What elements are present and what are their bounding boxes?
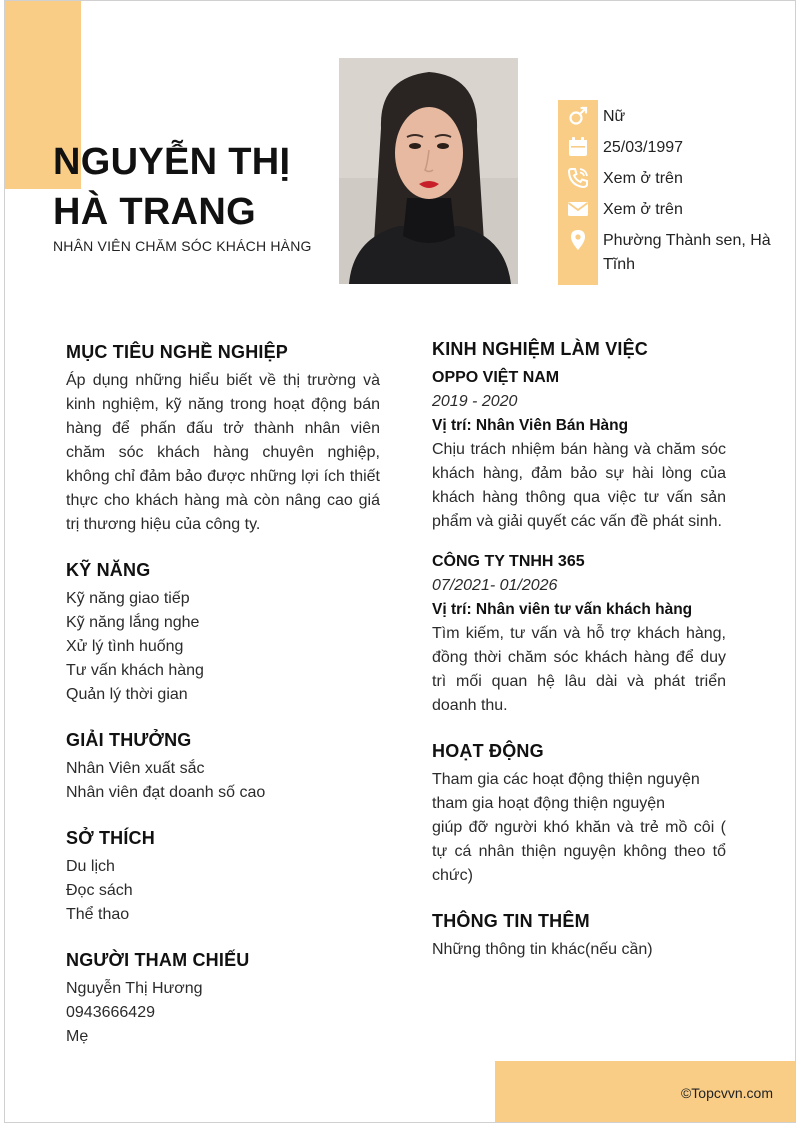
extra-section	[432, 908, 726, 962]
objective-title: MỤC TIÊU NGHỀ NGHIỆP	[66, 342, 289, 362]
name-line-1: NGUYỄN THỊ	[53, 141, 291, 183]
contact-phone: Xem ở trên	[603, 170, 683, 187]
objective-section	[66, 339, 380, 537]
contact-birthdate: 25/03/1997	[603, 139, 684, 156]
experience-title: KINH NGHIỆM LÀM VIỆC	[432, 339, 649, 359]
job-company: CÔNG TY TNHH 365	[432, 553, 585, 570]
hobby-item: Đọc sách	[66, 882, 133, 899]
award-item: Nhân Viên xuất sắc	[66, 760, 205, 777]
location-icon	[563, 226, 593, 254]
extra-text: Những thông tin khác(nếu cần)	[432, 941, 653, 958]
contact-email: Xem ở trên	[603, 201, 683, 218]
reference-name: Nguyễn Thị Hương	[66, 980, 203, 997]
contact-gender: Nữ	[603, 108, 626, 125]
objective-text: Áp dụng những hiểu biết về thị trường và kinh nghiệm, kỹ năng trong hoạt động bán hàng để phấn đấu trở thành nhân viên chăm sóc khách hàng chuyên nghiệp, không chỉ đảm bảo được những lợi ích thiết thực cho khách hàng mà còn nâng cao giá trị thương hiệu của công ty.	[66, 372, 380, 533]
job-period: 2019 - 2020	[432, 393, 518, 410]
skills-section	[66, 557, 380, 707]
activity-line: tham gia hoạt động thiện nguyện	[432, 795, 666, 812]
profile-photo	[339, 58, 518, 284]
skill-item: Kỹ năng lắng nghe	[66, 614, 200, 631]
calendar-icon	[563, 133, 593, 161]
phone-icon	[563, 164, 593, 192]
hobbies-title: SỞ THÍCH	[66, 828, 155, 848]
skill-item: Kỹ năng giao tiếp	[66, 590, 190, 607]
reference-phone: 0943666429	[66, 1004, 155, 1021]
skill-item: Quản lý thời gian	[66, 686, 188, 703]
awards-title: GIẢI THƯỞNG	[66, 730, 192, 750]
hobby-item: Thể thao	[66, 906, 130, 923]
activities-section	[432, 738, 726, 888]
extra-title: THÔNG TIN THÊM	[432, 911, 590, 931]
job-title: NHÂN VIÊN CHĂM SÓC KHÁCH HÀNG	[53, 238, 312, 254]
award-item: Nhân viên đạt doanh số cao	[66, 784, 266, 801]
job-entry	[432, 366, 726, 534]
awards-section	[66, 727, 380, 805]
skill-item: Tư vấn khách hàng	[66, 662, 204, 679]
reference-title: NGƯỜI THAM CHIẾU	[66, 950, 250, 970]
gender-icon	[563, 102, 593, 130]
name-line-2: HÀ TRANG	[53, 191, 256, 233]
portrait-illustration	[339, 58, 518, 284]
job-entry	[432, 550, 726, 718]
activity-line: Tham gia các hoạt động thiện nguyện	[432, 771, 700, 788]
reference-relation: Mẹ	[66, 1028, 89, 1045]
job-position: Vị trí: Nhân Viên Bán Hàng	[432, 417, 629, 434]
left-column	[66, 339, 380, 1069]
footer-copyright: ©Topcvvn.com	[680, 1085, 773, 1101]
candidate-name	[53, 137, 290, 237]
skills-title: KỸ NĂNG	[66, 560, 151, 580]
reference-section	[66, 947, 380, 1049]
hobbies-section	[66, 825, 380, 927]
hobby-item: Du lịch	[66, 858, 115, 875]
skill-item: Xử lý tình huống	[66, 638, 184, 655]
right-column	[432, 336, 726, 982]
job-description: Tìm kiếm, tư vấn và hỗ trợ khách hàng, đồng thời chăm sóc khách hàng để duy trì mối quan hệ lâu dài và phát triển doanh thu.	[432, 625, 726, 714]
job-position: Vị trí: Nhân viên tư vấn khách hàng	[432, 601, 693, 618]
activities-title: HOẠT ĐỘNG	[432, 741, 544, 761]
activity-line: giúp đỡ người khó khăn và trẻ mồ côi ( tự cá nhân thiện nguyện không theo tổ chức)	[432, 819, 726, 884]
job-period: 07/2021- 01/2026	[432, 577, 558, 594]
contact-address: Phường Thành sen, Hà Tĩnh	[603, 232, 771, 273]
job-description: Chịu trách nhiệm bán hàng và chăm sóc khách hàng, đảm bảo sự hài lòng của khách hàng thông qua việc tư vấn sản phẩm và giải quyết các vấn đề phát sinh.	[432, 441, 726, 530]
email-icon	[563, 195, 593, 223]
job-company: OPPO VIỆT NAM	[432, 369, 560, 386]
experience-section	[432, 336, 726, 718]
cv-page	[4, 0, 796, 1123]
